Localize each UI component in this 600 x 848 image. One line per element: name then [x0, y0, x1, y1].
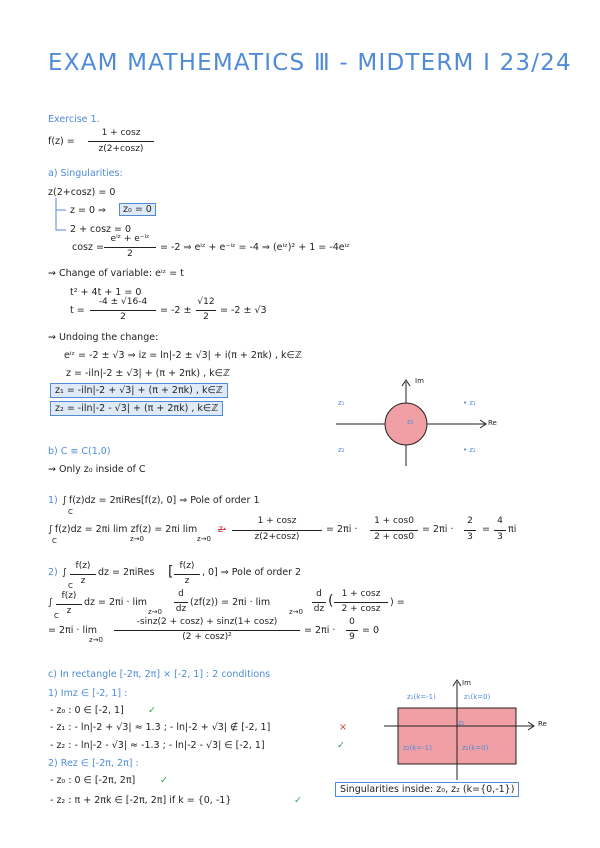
z0-result-box: z₀ = 0 [119, 203, 156, 216]
b2-d-denominator: dz [175, 604, 187, 614]
b1-integral-statement: ∫ f(z)dz = 2πiRes[f(z), 0] ⇒ Pole of order 1 [62, 495, 260, 506]
b1-frac3-numerator: 2 [467, 516, 473, 526]
b2-frac-numerator: f(z) [75, 561, 91, 571]
b1-equals-4: = [482, 524, 490, 535]
cross-icon: × [339, 722, 347, 733]
t-middle: = -2 ± [160, 305, 192, 316]
fraction-bar [90, 310, 156, 311]
cos-equation: 2 + cosz = 0 [70, 224, 132, 235]
f-def-denominator: z(2+cosz) [98, 144, 144, 154]
b2-limit-line: dz = 2πi · lim [84, 597, 148, 608]
b1-frac2-denominator: 2 + cos0 [374, 532, 414, 542]
c-condition-2: 2) Rez ∈ [-2π, 2π] : [48, 758, 139, 769]
b1-equals-2: = 2πi · [326, 524, 358, 535]
fraction-bar [174, 602, 188, 603]
b2-final-denominator: (2 + cosz)² [182, 632, 232, 642]
b1-pi-i: πi [508, 524, 517, 535]
c-condition-1: 1) Imz ∈ [-2, 1] : [48, 688, 128, 699]
b2-d-numerator-2: d [316, 589, 322, 599]
cos-lhs: cosz = [72, 242, 104, 253]
plot1-z1-left-label: z₁ [338, 399, 345, 407]
b1-limit-sub-1: z→0 [130, 535, 144, 543]
b2-residue-statement: dz = 2πiRes [98, 567, 155, 578]
plot1-im-label: Im [415, 377, 424, 385]
b2-label: 2) [48, 567, 58, 578]
b2-integral-sign: ∫ [62, 567, 67, 578]
f-def-numerator: 1 + cosz [101, 128, 141, 138]
c2-z2: - z₂ : π + 2πk ∈ [-2π, 2π] if k = {0, -1} [50, 795, 232, 806]
b1-equals-3: = 2πi · [422, 524, 454, 535]
quadratic-equation: t² + 4t + 1 = 0 [70, 287, 142, 298]
complex-plane-disk-plot [330, 374, 500, 474]
b2-d-numerator: d [178, 589, 184, 599]
b1-limit-sub-2: z→0 [197, 535, 211, 543]
part-b-heading: b) C ≡ C(1,0) [48, 446, 111, 457]
fraction-bar [494, 530, 506, 531]
plot1-z2-right-label: • z₂ [463, 446, 476, 454]
fraction-bar [174, 574, 200, 575]
check-icon: ✓ [337, 740, 345, 751]
unit-disk-c [385, 403, 427, 445]
b2-paren-open: ( [328, 593, 334, 609]
b2-d-denominator-2: dz [313, 604, 325, 614]
fraction-bar [196, 310, 216, 311]
b2-frac-numerator-2: f(z) [61, 591, 77, 601]
plot2-z1-kminus1: z₁(k=-1) [407, 693, 436, 701]
f-def-lhs: f(z) = [48, 136, 75, 147]
fraction-bar [88, 141, 154, 142]
b2-final-mid: = 2πi · [304, 625, 336, 636]
singularity-equation: z(2+cosz) = 0 [48, 187, 116, 198]
c1-z0: - z₀ : 0 ∈ [-2, 1] [50, 705, 124, 716]
page-title: EXAM MATHEMATICS Ⅲ - MIDTERM I 23/24 [48, 50, 572, 76]
b1-frac4-denominator: 3 [497, 532, 503, 542]
undo-step-2: z = -iln|-2 ± √3| + (π + 2πk) , k∈ℤ [66, 368, 230, 379]
undo-change-note: ⇝ Undoing the change: [48, 332, 159, 343]
t-lhs: t = [70, 305, 85, 316]
fraction-bar [104, 247, 156, 248]
cos-derivation: = -2 ⇒ eⁱᶻ + e⁻ⁱᶻ = -4 ⇒ (eⁱᶻ)² + 1 = -4eⁱᶻ [160, 242, 350, 253]
fraction-bar [312, 602, 326, 603]
fraction-bar [232, 530, 322, 531]
check-icon: ✓ [294, 795, 302, 806]
z0-equation: z = 0 ⇒ [70, 205, 107, 216]
b2-zf-term: (zf(z)) = 2πi · lim [190, 597, 271, 608]
plot1-z2-left-label: z₂ [338, 446, 345, 454]
plot1-z1-right-label: • z₁ [463, 399, 476, 407]
fraction-bar [56, 604, 82, 605]
b2-final-denominator-2: 9 [349, 632, 355, 642]
plot2-z0-label: z₀ [458, 719, 465, 727]
b1-frac4-numerator: 4 [497, 516, 503, 526]
b1-label: 1) [48, 495, 58, 506]
branch-arrows [52, 198, 72, 238]
c1-z2: - z₂ : - ln|-2 - √3| ≈ -1.3 ; - ln|-2 - √3| ∈ [-2, 1] [50, 740, 265, 751]
singularities-inside-box: Singularities inside: z₀, z₂ (k={0,-1}) [335, 782, 519, 797]
plot2-z1-k0: z₁(k=0) [464, 693, 491, 701]
b1-frac-denominator: z(2+cosz) [254, 532, 300, 542]
b2-final-numerator: -sinz(2 + cosz) + sinz(1+ cosz) [136, 617, 278, 627]
b2-contour-label: C [68, 582, 73, 590]
b2-final-result: = 0 [362, 625, 380, 636]
b1-frac-numerator: 1 + cosz [257, 516, 297, 526]
t-sqrt-denominator: 2 [203, 312, 209, 322]
plot2-im-label: Im [462, 679, 471, 687]
b1-frac2-numerator: 1 + cos0 [374, 516, 414, 526]
b1-contour-label: C [68, 508, 73, 516]
b2-integral-sign-2: ∫ [48, 597, 53, 608]
t-sqrt-numerator: √12 [197, 297, 215, 307]
b2-res-numerator: f(z) [179, 561, 195, 571]
b2-res-denominator: z [184, 576, 190, 586]
b2-frac-d2: 2 + cosz [341, 604, 381, 614]
plot1-z0-label: z₀ [407, 418, 414, 426]
fraction-bar [346, 630, 358, 631]
z1-solution-box: z₁ = -iln|-2 + √3| + (π + 2πk) , k∈ℤ [50, 383, 228, 398]
t-numerator: -4 ± √16-4 [98, 297, 148, 307]
b2-frac-n2: 1 + cosz [341, 589, 381, 599]
b2-limit-sub-3: z→0 [89, 636, 103, 644]
cos-denominator: 2 [127, 249, 133, 259]
t-result: = -2 ± √3 [220, 305, 267, 316]
c1-z1: - z₁ : - ln|-2 + √3| ≈ 1.3 ; - ln|-2 + √3| ∉ [-2, 1] [50, 722, 271, 733]
fraction-bar [464, 530, 476, 531]
b2-final-numerator-2: 0 [349, 617, 355, 627]
b2-pole-order: , 0] ⇒ Pole of order 2 [202, 567, 302, 578]
b2-final-prefix: = 2πi · lim [48, 625, 97, 636]
check-icon: ✓ [160, 775, 168, 786]
exercise-heading: Exercise 1. [48, 114, 100, 125]
part-a-heading: a) Singularities: [48, 168, 123, 179]
plot2-z2-kminus1: z₂(k=-1) [403, 744, 432, 752]
check-icon: ✓ [148, 705, 156, 716]
only-z0-inside-note: ⇝ Only z₀ inside of C [48, 464, 146, 475]
b1-contour-label-2: C [52, 537, 57, 545]
part-c-heading: c) In rectangle [-2π, 2π] × [-2, 1] : 2 conditions [48, 669, 271, 680]
fraction-bar [70, 574, 96, 575]
plot2-z2-k0: z₂(k=0) [462, 744, 489, 752]
undo-step-1: eⁱᶻ = -2 ± √3 ⇒ iz = ln|-2 ± √3| + i(π + 2πk) , k∈ℤ [64, 350, 302, 361]
b2-bracket-open: [ [168, 564, 174, 580]
b1-computation: ∫ f(z)dz = 2πi lim zf(z) = 2πi lim [48, 524, 198, 535]
c2-z0: - z₀ : 0 ∈ [-2π, 2π] [50, 775, 136, 786]
cos-numerator: eⁱᶻ + e⁻ⁱᶻ [110, 234, 150, 244]
b2-frac-denominator-2: z [66, 606, 72, 616]
plot1-re-label: Re [488, 419, 497, 427]
b2-contour-label-2: C [54, 612, 59, 620]
b2-equals: ) = [390, 597, 405, 608]
t-denominator: 2 [120, 312, 126, 322]
fraction-bar [114, 630, 300, 631]
b2-limit-sub-1: z→0 [148, 608, 162, 616]
fraction-bar [370, 530, 418, 531]
z2-solution-box: z₂ = -iln|-2 - √3| + (π + 2πk) , k∈ℤ [50, 401, 223, 416]
plot2-re-label: Re [538, 720, 547, 728]
change-variable-note: ⇝ Change of variable: eⁱᶻ = t [48, 268, 184, 279]
b2-frac-denominator: z [80, 576, 86, 586]
fraction-bar [334, 602, 388, 603]
b1-frac3-denominator: 3 [467, 532, 473, 542]
b2-limit-sub-2: z→0 [289, 608, 303, 616]
b1-cancelled-z: z· [218, 524, 227, 535]
